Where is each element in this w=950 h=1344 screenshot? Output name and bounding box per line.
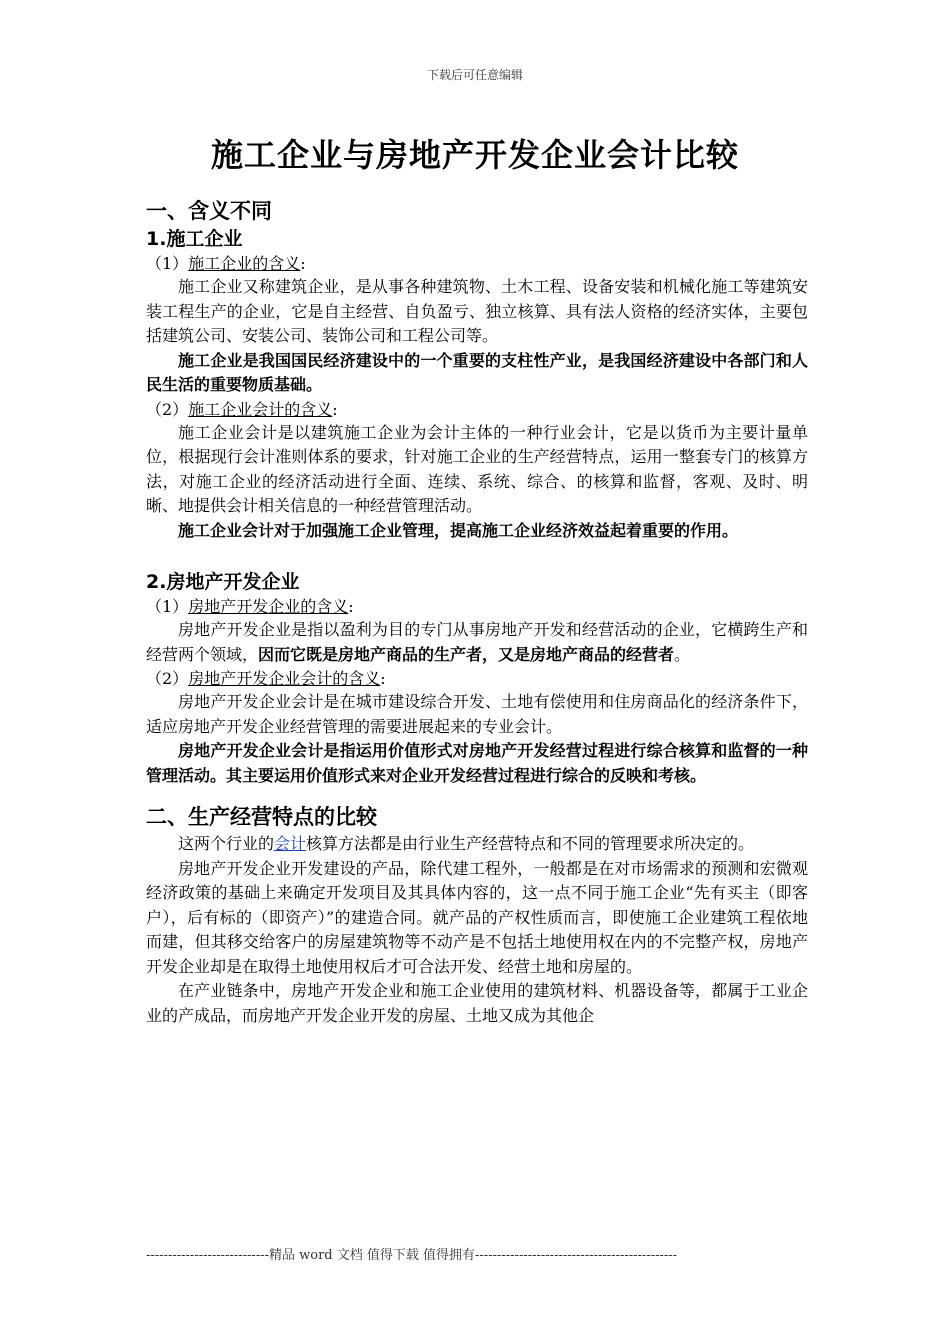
item-colon: : <box>300 254 306 273</box>
paragraph-text: 房地产开发企业是指以盈利为目的专门从事房地产开发和经营活动的企业，它横跨生产和经营两个领域， <box>146 620 808 664</box>
subsection-1-heading: 1.施工企业 <box>146 228 243 250</box>
footer-note: ----------------------------精品 word 文档 值得下载 值得拥有---------------------------------------------- <box>146 1248 678 1263</box>
item-label: 房地产开发企业的含义 <box>188 597 349 616</box>
item-heading <box>146 398 808 421</box>
subsection-2-heading: 2.房地产开发企业 <box>146 571 300 593</box>
item-colon: : <box>380 669 386 688</box>
accounting-link[interactable]: 会计 <box>274 834 307 853</box>
item-label: 施工企业的含义 <box>188 254 301 273</box>
item-label: 施工企业会计的含义 <box>188 399 333 419</box>
paragraph-text: 核算方法都是由行业生产经营特点和不同的管理要求所决定的。 <box>306 834 755 853</box>
bold-paragraph: 施工企业会计对于加强施工企业管理，提高施工企业经济效益起着重要的作用。 <box>178 520 739 540</box>
header-note: 下载后可任意编辑 <box>426 68 523 82</box>
paragraph: 房地产开发企业会计是在城市建设综合开发、土地有偿使用和住房商品化的经济条件下，适应房地产开发企业经营管理的需要进展起来的专业会计。 <box>146 692 808 736</box>
bold-text: 因而它既是房地产商品的生产者，又是房地产商品的经营者 <box>258 644 675 664</box>
paragraph: 在产业链条中，房地产开发企业和施工企业使用的建筑材料、机器设备等，都属于工业企业的产成品，而房地产开发企业开发的房屋、土地又成为其他企 <box>146 981 808 1025</box>
item-colon: : <box>348 597 354 616</box>
item-heading <box>146 667 808 690</box>
paragraph-end: 。 <box>674 644 691 664</box>
paragraph: 房地产开发企业开发建设的产品，除代建工程外，一般都是在对市场需求的预测和宏微观经济政策的基础上来确定开发项目及其具体内容的，这一点不同于施工企业“先有买主（即客户），后有标的（即资产）”的建造合同。就产品的产权性质而言，即使施工企业建筑工程依地而建，但其移交给客户的房屋建筑物等不动产是不包括土地使用权在内的不完整产权，房地产开发企业却是在取得土地使用权后才可合法开发、经营土地和房屋的。 <box>146 858 808 976</box>
item-number: （2） <box>146 669 189 688</box>
document-title: 施工企业与房地产开发企业会计比较 <box>210 136 739 174</box>
paragraph: 施工企业会计是以建筑施工企业为会计主体的一种行业会计，它是以货币为主要计量单位，根据现行会计准则体系的要求，针对施工企业的生产经营特点，运用一整套专门的核算方法，对施工企业的经济活动进行全面、连续、系统、综合、的核算和监督，客观、及时、明晰、地提供会计相关信息的一种经营管理活动。 <box>146 422 808 515</box>
item-heading <box>146 252 808 275</box>
paragraph <box>146 618 808 667</box>
section-2-heading: 二、生产经营特点的比较 <box>146 805 377 829</box>
document-body <box>146 196 808 1028</box>
item-number: （1） <box>146 254 189 273</box>
item-label: 房地产开发企业会计的含义 <box>188 669 381 688</box>
item-colon: : <box>332 399 338 419</box>
item-number: （1） <box>146 597 189 616</box>
item-number: （2） <box>146 399 189 419</box>
paragraph-text: 这两个行业的 <box>178 834 275 853</box>
item-heading <box>146 595 808 618</box>
paragraph <box>146 832 808 857</box>
section-1-heading: 一、含义不同 <box>146 199 272 223</box>
paragraph: 施工企业又称建筑企业，是从事各种建筑物、土木工程、设备安装和机械化施工等建筑安装工程生产的企业，它是自主经营、自负盈亏、独立核算、具有法人资格的经济实体，主要包括建筑公司、安装公司、装饰公司和工程公司等。 <box>146 277 808 345</box>
bold-paragraph: 房地产开发企业会计是指运用价值形式对房地产开发经营过程进行综合核算和监督的一种管理活动。其主要运用价值形式来对企业开发经营过程进行综合的反映和考核。 <box>146 741 808 785</box>
bold-paragraph: 施工企业是我国国民经济建设中的一个重要的支柱性产业，是我国经济建设中各部门和人民生活的重要物质基础。 <box>146 350 808 394</box>
